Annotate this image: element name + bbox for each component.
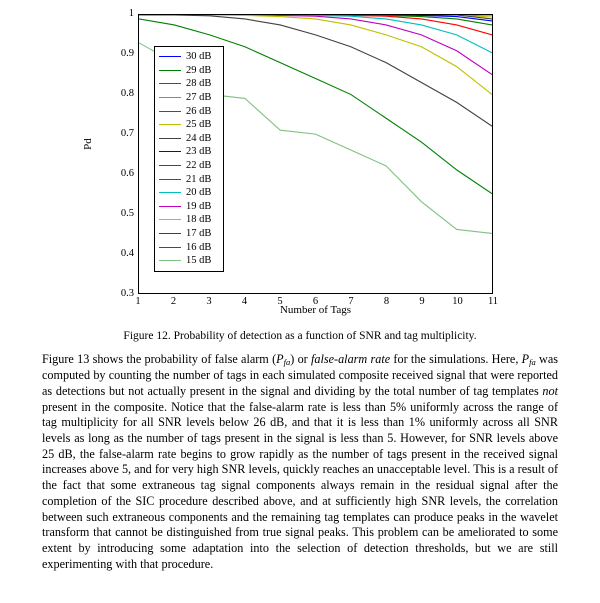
legend-swatch-icon xyxy=(159,97,181,98)
para-part3: for the simulations. Here, xyxy=(390,352,522,366)
legend-swatch-icon xyxy=(159,165,181,166)
legend-item-label: 28 dB xyxy=(186,78,212,90)
legend-item-label: 21 dB xyxy=(186,173,212,185)
legend-swatch-icon xyxy=(159,192,181,193)
y-tick-0.5: 0.5 xyxy=(120,208,134,219)
legend-swatch-icon xyxy=(159,219,181,220)
legend-item xyxy=(159,104,219,118)
legend-item-label: 23 dB xyxy=(186,146,212,158)
x-tick-6: 6 xyxy=(312,296,319,307)
document-page xyxy=(0,4,600,603)
legend-swatch-icon xyxy=(159,124,181,125)
legend-swatch-icon xyxy=(159,83,181,84)
paragraph-text xyxy=(42,352,558,573)
x-tick-4: 4 xyxy=(241,296,248,307)
para-em1: false-alarm rate xyxy=(311,352,391,366)
legend-item xyxy=(159,213,219,227)
legend-item-label: 17 dB xyxy=(186,228,212,240)
pfa-subscript-1: fa xyxy=(283,357,291,368)
x-tick-5: 5 xyxy=(277,296,283,307)
legend-item xyxy=(159,172,219,186)
legend-item-label: 29 dB xyxy=(186,64,212,76)
y-tick-0.7: 0.7 xyxy=(120,128,134,139)
legend-swatch-icon xyxy=(159,179,181,180)
y-tick-0.3: 0.3 xyxy=(120,288,134,299)
legend-item-label: 18 dB xyxy=(186,214,212,226)
legend-item xyxy=(159,91,219,105)
legend-item xyxy=(159,186,219,200)
legend-item-label: 20 dB xyxy=(186,187,212,199)
x-tick-10: 10 xyxy=(452,296,463,307)
legend-swatch-icon xyxy=(159,247,181,248)
legend-item-label: 16 dB xyxy=(186,241,212,253)
para-em2: not xyxy=(542,383,558,398)
legend-swatch-icon xyxy=(159,206,181,207)
legend-item-label: 22 dB xyxy=(186,160,212,172)
legend-swatch-icon xyxy=(159,138,181,139)
legend-item xyxy=(159,200,219,214)
legend-swatch-icon xyxy=(159,233,181,234)
legend-item xyxy=(159,64,219,78)
legend-swatch-icon xyxy=(159,151,181,152)
para-part2: ) or xyxy=(290,352,312,366)
x-tick-2: 2 xyxy=(170,296,177,307)
legend-item-label: 24 dB xyxy=(186,132,212,144)
x-axis-label: Number of Tags xyxy=(279,304,352,316)
legend-item xyxy=(159,77,219,91)
legend-item xyxy=(159,118,219,132)
x-tick-3: 3 xyxy=(206,296,212,307)
y-axis-ticks xyxy=(90,4,134,304)
pfa-symbol-2: P xyxy=(521,352,530,366)
legend-item xyxy=(159,132,219,146)
chart-legend xyxy=(154,46,224,272)
figure-12 xyxy=(42,4,558,324)
y-axis-label: Pd xyxy=(82,138,94,150)
y-tick-0.6: 0.6 xyxy=(120,168,134,179)
y-tick-0.4: 0.4 xyxy=(120,248,134,259)
legend-item-label: 26 dB xyxy=(186,105,212,117)
legend-item xyxy=(159,240,219,254)
legend-item xyxy=(159,254,219,268)
y-tick-0.9: 0.9 xyxy=(120,48,134,59)
legend-swatch-icon xyxy=(159,260,181,261)
para-part4: was computed by counting the number of tags in each simulated composite received signal that were reported as detections but not actually present in the signal and dividing by the total number of tag templates xyxy=(42,352,558,398)
x-tick-9: 9 xyxy=(419,296,425,307)
body-paragraph xyxy=(42,352,558,573)
legend-swatch-icon xyxy=(159,56,181,57)
x-tick-7: 7 xyxy=(348,296,354,307)
legend-item-label: 27 dB xyxy=(186,92,212,104)
legend-item xyxy=(159,50,219,64)
legend-item-label: 25 dB xyxy=(186,119,212,131)
legend-item xyxy=(159,145,219,159)
y-tick-0.8: 0.8 xyxy=(120,88,134,99)
para-part1: Figure 13 shows the probability of false alarm ( xyxy=(42,352,277,366)
legend-swatch-icon xyxy=(159,111,181,112)
legend-item xyxy=(159,159,219,173)
y-tick-1: 1 xyxy=(128,8,134,19)
legend-item-label: 30 dB xyxy=(186,51,212,63)
x-tick-8: 8 xyxy=(383,296,390,307)
para-part5: present in the composite. Notice that the false-alarm rate is less than 5% uniformly across the range of tag multiplicity for all SNR levels below 26 dB, and that it is less than 1% uniformly across all SNR levels as long as the number of tags present in the signal is less than 5. However, for SNR levels above 25 dB, the false-alarm rate begins to grow rapidly as the number of tags present in the received signal increases above 5, and for very high SNR levels, quickly reaches an unacceptable level. This is a result of the fact that some extraneous tag signal components always remain in the residual signal after the completion of the SIC procedure described above, and at sufficiently high SNR levels, the correlation between such extraneous components and the remaining tag templates can produce peaks in the wavelet transform that cannot be distinguished from true signal peaks. This problem can be ameliorated to some extent by introducing some adaptation into the selection of detection thresholds, but we are still experimenting with that procedure. xyxy=(42,399,558,571)
figure-caption: Figure 12. Probability of detection as a function of SNR and tag multiplicity. xyxy=(123,330,477,342)
x-tick-11: 11 xyxy=(487,296,499,307)
legend-item xyxy=(159,227,219,241)
pfa-subscript-2: fa xyxy=(529,357,536,368)
legend-item-label: 15 dB xyxy=(186,255,212,267)
pfa-symbol-1: P xyxy=(276,352,284,366)
legend-item-label: 19 dB xyxy=(186,200,212,212)
x-tick-1: 1 xyxy=(135,296,141,307)
legend-swatch-icon xyxy=(159,70,181,71)
